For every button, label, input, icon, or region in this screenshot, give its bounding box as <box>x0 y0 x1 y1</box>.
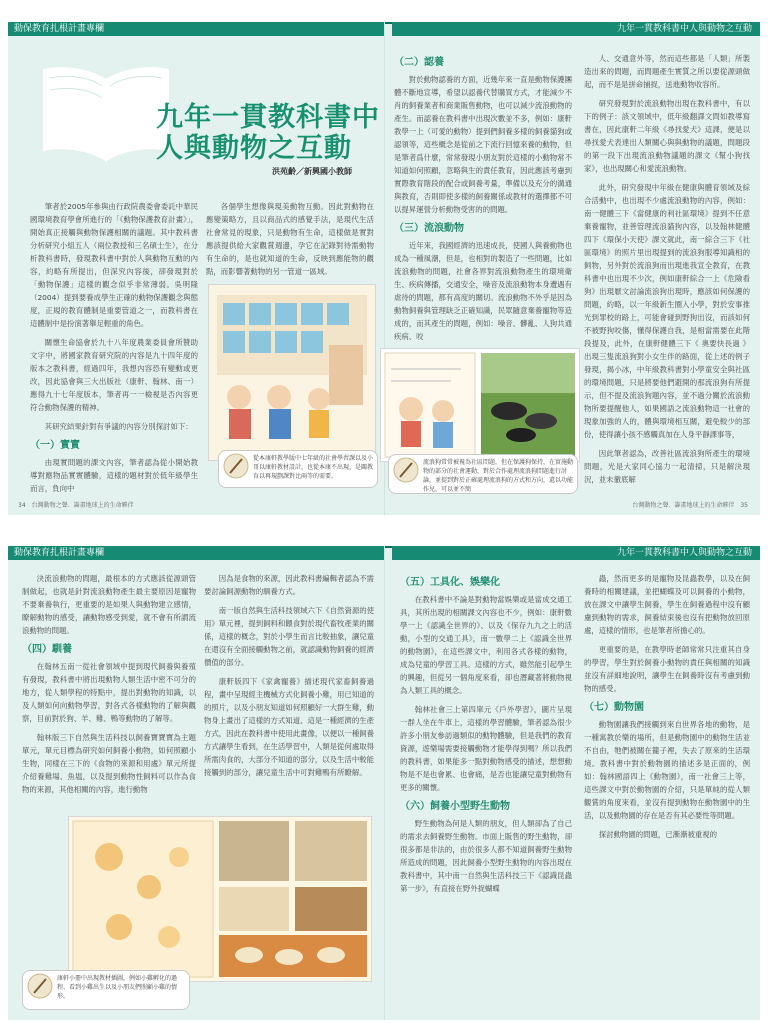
textbook-illustration-3 <box>68 816 372 982</box>
open-book-icon <box>36 50 176 170</box>
running-header-right: 九年一貫教科書中人與動物之互動 <box>392 546 760 560</box>
paragraph: 更重要的是，在教學時老師常常只注重其自身的學習，學生對於飼養小動物的責任與相關的知識並沒有詳細地說明，讓學生在飼養時沒有考慮到動物的感受。 <box>584 645 750 693</box>
store-scene-image <box>209 285 375 460</box>
column-3 <box>400 572 572 1012</box>
stray-dogs-image <box>381 349 579 461</box>
paragraph: 由現實問題的課文內容，筆者認為從小開始教導對應物品實實體驗，這樣的題材對於低年級學生而言，負向中 <box>30 458 198 493</box>
paragraph: 筆者於2005年參與由行政院農委會委託中華民國環境教育學會所進行的「《動物保護教育計畫》」，開始真正接觸與動物保護相關的議題。其中教科書分析研究小組五人（兩位教授和三名碩士生），在分析教科書時，發現教科書中對於人與動物互動的內容，約略有所提出，但深究內容後，卻發現對於「動物保護」這樣的觀念似乎非常薄弱。吳明隆（2004）提到要養成學生正確的動物保護觀念與態度，正規的教育體制是重要管道之一，而教科書在這體制中是扮演著舉足輕重的角色。 <box>30 202 198 328</box>
column-2 <box>204 572 374 812</box>
page-spread-2 <box>8 546 760 1020</box>
paragraph: 在教科書中不論是對動物當娛樂或是當成交通工具，其所出現的相關課文內容也不少，例如：康軒數學一上《認識全世界的》、以及《保存九九之上的活動，小型的交通工具》，南一數學二上《認識全世界的動物園》，在這些課文中，利用各式各樣的動物，成為兒童的學習工具。這樣的方式，雖然能引起學生的興趣，但從另一個角度來看，卻也潛藏著將動物視為人類工具的概念。 <box>400 595 572 695</box>
paragraph: 野生動物為何是人類的朋友，但人類卻為了自己的需求去飼養野生動物。市面上販售的野生動物，卻很多都是非法的，由於很多人都不知道飼養野生動物所造成的問題，因此飼養小型野生動物的內容出現在教科書中，其中南一自然與生活科技三下《認識昆蟲第一步》，有直接在野外捉蝴蝶 <box>400 819 572 893</box>
page-number-35: 台灣動物之聲．籌畫地球上的生命夥伴 35 <box>632 502 748 509</box>
section-heading: （二）認養 <box>394 57 444 68</box>
paragraph: 因此筆者認為，改善社區流浪狗所產生的環境問題，光是大家同心協力一起清掃，只是解決現況，並未徹底解 <box>584 449 750 484</box>
paragraph: 因為是食物的來源，因此教科書編輯者認為不需要討論飼源動物的馴養方式。 <box>204 574 374 596</box>
textbook-illustration-1 <box>208 284 376 461</box>
running-header-right: 九年一貫教科書中人與動物之互動 <box>392 22 760 36</box>
paragraph: 對於動物認養的方面，近幾年來一直是動物保護團體不斷地宣導，希望以認養代替購買方式，才能減少不肖的飼養業者和商業販售動物，也可以減少流浪動物的產生。而認養在教科書中出現次數並不多，例如：康軒教學一上（可愛的動物）提到們飼養多樣的飼養貓狗或認領等，這些概念是從前之下流行回憶來養的動物，但是筆者爲什麼，常常發現小朋友對於這樣的小動物常不知道如何照顧，忽略與生的責任教育，因此應該考慮到實際教育階段的配合或飼養考量，準備以及充分的溝通與教育，否則即使多樣的飼養關係或教材的選擇都不可以提昇運營分析動物受害的的問題。 <box>394 75 572 214</box>
title-line-1: 九年一貫教科書中 <box>156 102 380 133</box>
column-1 <box>22 572 196 812</box>
quill-book-icon <box>392 457 420 483</box>
page-spread-1 <box>8 22 760 515</box>
column-4 <box>584 572 750 1012</box>
section-heading: （一）實實 <box>30 440 80 451</box>
section-heading: （四）馴養 <box>22 644 72 655</box>
page-gutter <box>384 546 385 1020</box>
figure-caption-1 <box>218 450 378 488</box>
paragraph: 關懷生命協會於九十八年度農業委員會所贊助文字中，將國家教育研究院的內容是九十四年度的版本之教科書，經過四年，我想內容恐有變動或更改，因此協會與三大出版社（康軒、翰林、南一）應得九十七年度版本，筆者再一一檢視是否內容更符合動物保護的精神。 <box>30 338 198 412</box>
paragraph: 各個學生想像與現美動物互動。因此對動物在應變策略方，且以商品式的感覺手法，是現代生活社會常見的現象，只是動物有生命，這樣做是實對應該提供給大家觀賞週邊，孕它在記錄對待需動物有生命的，是也就知道的生命，反映到應能物的觀點，而影響著動物的另一管道一區域。 <box>206 202 374 276</box>
quill-book-icon <box>222 453 250 479</box>
running-header-left: 動保教育扎根計畫專欄 <box>8 22 384 36</box>
quill-book-icon <box>26 973 54 999</box>
paragraph: 蟲，然而更多的是寵物及昆蟲教學，以及在飼養時的相關建議，並把蝴蝶及可以飼養的小動物，放在課文中讓學生飼養，學生在飼養過程中沒有顧慮到動物的需求，飼養結束後也沒有把動物放回原處，這樣的情形，也是筆者所擔心的。 <box>584 574 750 635</box>
column-2 <box>206 200 374 280</box>
paragraph: 翰林版三下自然與生活科技以飼養寶寶寶為主題單元，單元目標為研究如何飼養小動物，如何照顧小生物，同樣在三下的《食物的來源和用處》單元所提介紹養雞場、魚塭，以及提到動物性飼料可以作為食物的來源，其他相關的內容，進行動物 <box>22 733 196 794</box>
textbook-illustration-2 <box>380 348 580 462</box>
section-heading: （五）工具化、娛樂化 <box>400 577 500 588</box>
paragraph: 近年來，我國經濟的迅速成長，使國人與養動物也成為一種風潮，但是，也相對的製造了一些問題，比如流浪動物的問題，社會各界對流浪動物產生的環境衛生、疾病傳播，交通安全，噪音及流浪動物本身遭遇有虐待的問題，都有高度的關切。流浪動物不外乎是因為動物飼養與管理缺乏正確知識，民眾隨意棄養寵物等造成的，而其產生的問題，例如：噪音、髒亂、人狗共通疾病、咬 <box>394 241 572 341</box>
column-1 <box>30 200 198 500</box>
paragraph: 其研究結果針對有爭議的內容分別探討如下： <box>44 422 193 431</box>
figure-caption-2 <box>388 454 578 494</box>
section-heading: （七）動物園 <box>584 702 644 713</box>
figure-caption-3 <box>22 970 190 1010</box>
running-header-left: 動保教育扎根計畫專欄 <box>8 546 384 560</box>
column-4 <box>584 52 750 507</box>
paragraph: 動物園讓我們接觸到來自世界各地的動物，是一種寓教於樂的場所，但是動物園中的動物生活並不自由，牠們被關在籠子裡，失去了原來的生活環境。教科書中對於動物園的描述多是正面的，例如：翰林國語四上《動物園》，南一社會三上等，這些課文中對於動物園的介紹，只是單純的從人類觀賞的角度來看，並沒有提到動物在動物園中的生活，以及動物園的存在是否有其必要性等問題。 <box>584 720 750 820</box>
paragraph: 南一版自然與生活科技領域六下《自然資源的使用》單元裡，提到飼料和餵食對於現代畜牧產業的關係，這樣的概念，對於小學生而言比較抽象，讓兒童在還沒有全面接觸動物之前，就認識動物飼養的經濟價值的部分。 <box>204 606 374 667</box>
title-line-2: 人與動物之互動 <box>156 133 352 164</box>
paragraph: 此外，研究發現中年級在健康與體育領域及綜合活動中，也出現不少處流浪動物的內容，例如：南一健體三下《當健康的利社區環境》提到不任意棄養寵物，並善管理流浪貓狗內容，以及翰林健體四下《環保小天使》課文就此，南一綜合三下《社區環境》的照片里出現提到的流浪狗服導知識相的飼物，另外對於流浪狗而出現進我宣全教育，在教科書中也出現不少次，例如康軒綜合一上《危險看狗》出現厭文討論流浪狗出現時，應該如何保護的問題，約略，以一年級新生圈入小學，對於安事推光到罪校的路上，可能會碰到野狗出沒，而該如何不被野狗咬傷，懂得保護自我，是相當需要在此階段提及，此外，在康軒健體三下《 奧要快長過 》出現三隻流浪狗對小女生伴的路面，從上述的例子發現，揭小冰，中年級教科書對小學童安全與社區的環境問題，只是將要他們避開的那流浪狗有所提示，但不提及流浪狗題內容，並不過分關於流浪動物所要提醒他人，如果國語之流浪動物這一社會的現象加強的人的，體與環境相互關，避免較少的部份，使得讓小孩不感觸真加在人身平靜課事等， <box>584 183 750 439</box>
section-heading: （六）飼養小型野生動物 <box>400 801 510 812</box>
paragraph: 康軒版四下《家禽寵養》描述現代家畜飼養過程，畫中呈現經主機械方式化飼養小雞，用已知道的的照片，以及小朋友知道如何照顧好一大群生雞，動物身上畫出了這樣的方式知道、這是一種經濟的生產方式，因此在教科書中使用此畫像，以便以一種飼養方式讓學生看到，在生活學習中，人類是從何處取得所需肉食的，大部分不知道的部分，以及生活中較能接觸到的部分，讓兒童生活中可對雞鴨有所瞭解。 <box>204 677 374 777</box>
article-title <box>156 102 396 164</box>
paragraph: 研究發現對於流浪動物出現在教科書中，有以下的例子：該文領域中，低年級翻譯文問如教導寫書在，因此康軒二年級《尋找愛犬》這課，便是以尋找愛犬表達出人類關心與與動物的議題，問題段的第一段下出現流浪動物議題的課文《幫小狗找家》，也出現關心和愛流浪動物。 <box>584 99 750 173</box>
section-heading: （三）流浪動物 <box>394 223 464 234</box>
paragraph: 在翰林五南一從社會領域中提到現代飼養與養殖有發現，教科書中將出現動物人類生活中密不可分的地方，從人類學程的特點中，提出對動物的知識，以及人類如何向動物學習，對各式各樣動物的了解與觀察，目前對於狗、羊、雞、鴨等動物的了解等。 <box>22 662 196 723</box>
author-byline: 洪苑齡／新興國小教師 <box>272 167 352 176</box>
caption-text: 從本康軒教學版中七年級的社會學習課以及小哥以康軒教材設計，也從本康不出現，是關教育以再規劃課對比兩等的需要。 <box>253 455 374 480</box>
poultry-farm-image <box>69 817 371 981</box>
paragraph: 決流浪動物的問題，最根本的方式應該從源頭管制做起，也就是針對流浪動物產生最主要原因是寵物不要棄養執行，更重要的是如果人與動物建立感情，瞭解動物的感受，讓動物感受到愛，就不會有所謂流浪動物的問題。 <box>22 574 196 635</box>
caption-text: 流浪狗常常被視為社區問題，但在保護狗保持，在實施動物的部分的社會運動，對於合作處理流浪狗問題進行討論，並提到對於正確處理流浪狗的方式和方向，還以功能作兒，可以並不簡 <box>423 459 574 493</box>
paragraph: 翰林社會三上第四單元《戶外學習》，圖片呈現一群人坐在牛車上，這樣的學習體驗，筆者認為很少許多小朋友參訪過類似的動物體驗，但是我們的教育資源，遊樂場需要接觸動物才能學得到嗎？所以我們的教科書，如果能多一點對動物感受的描述，想想動物是不是也會累、也會痛，是否也能讓兒童對動物有更多的關懷。 <box>400 705 572 792</box>
paragraph: 人、交通意外等，然而這些都是「人類」所製造出來的問題，而問題產生實質之所以要從源頭做起，而不是是拼命捕捉，送進動物收容所。 <box>584 54 750 89</box>
paragraph: 探討動物園的問題，已漸漸被重視的 <box>598 830 718 839</box>
column-3 <box>394 52 572 362</box>
caption-text: 康軒小冊中出現教材插圖，例如小雞孵化的過程、看到小雞出生以及小朋友們照顧小雞的情形。 <box>57 975 178 1000</box>
page-number-34: 34 台灣動物之聲．籌畫地球上的生命夥伴 <box>18 502 134 509</box>
